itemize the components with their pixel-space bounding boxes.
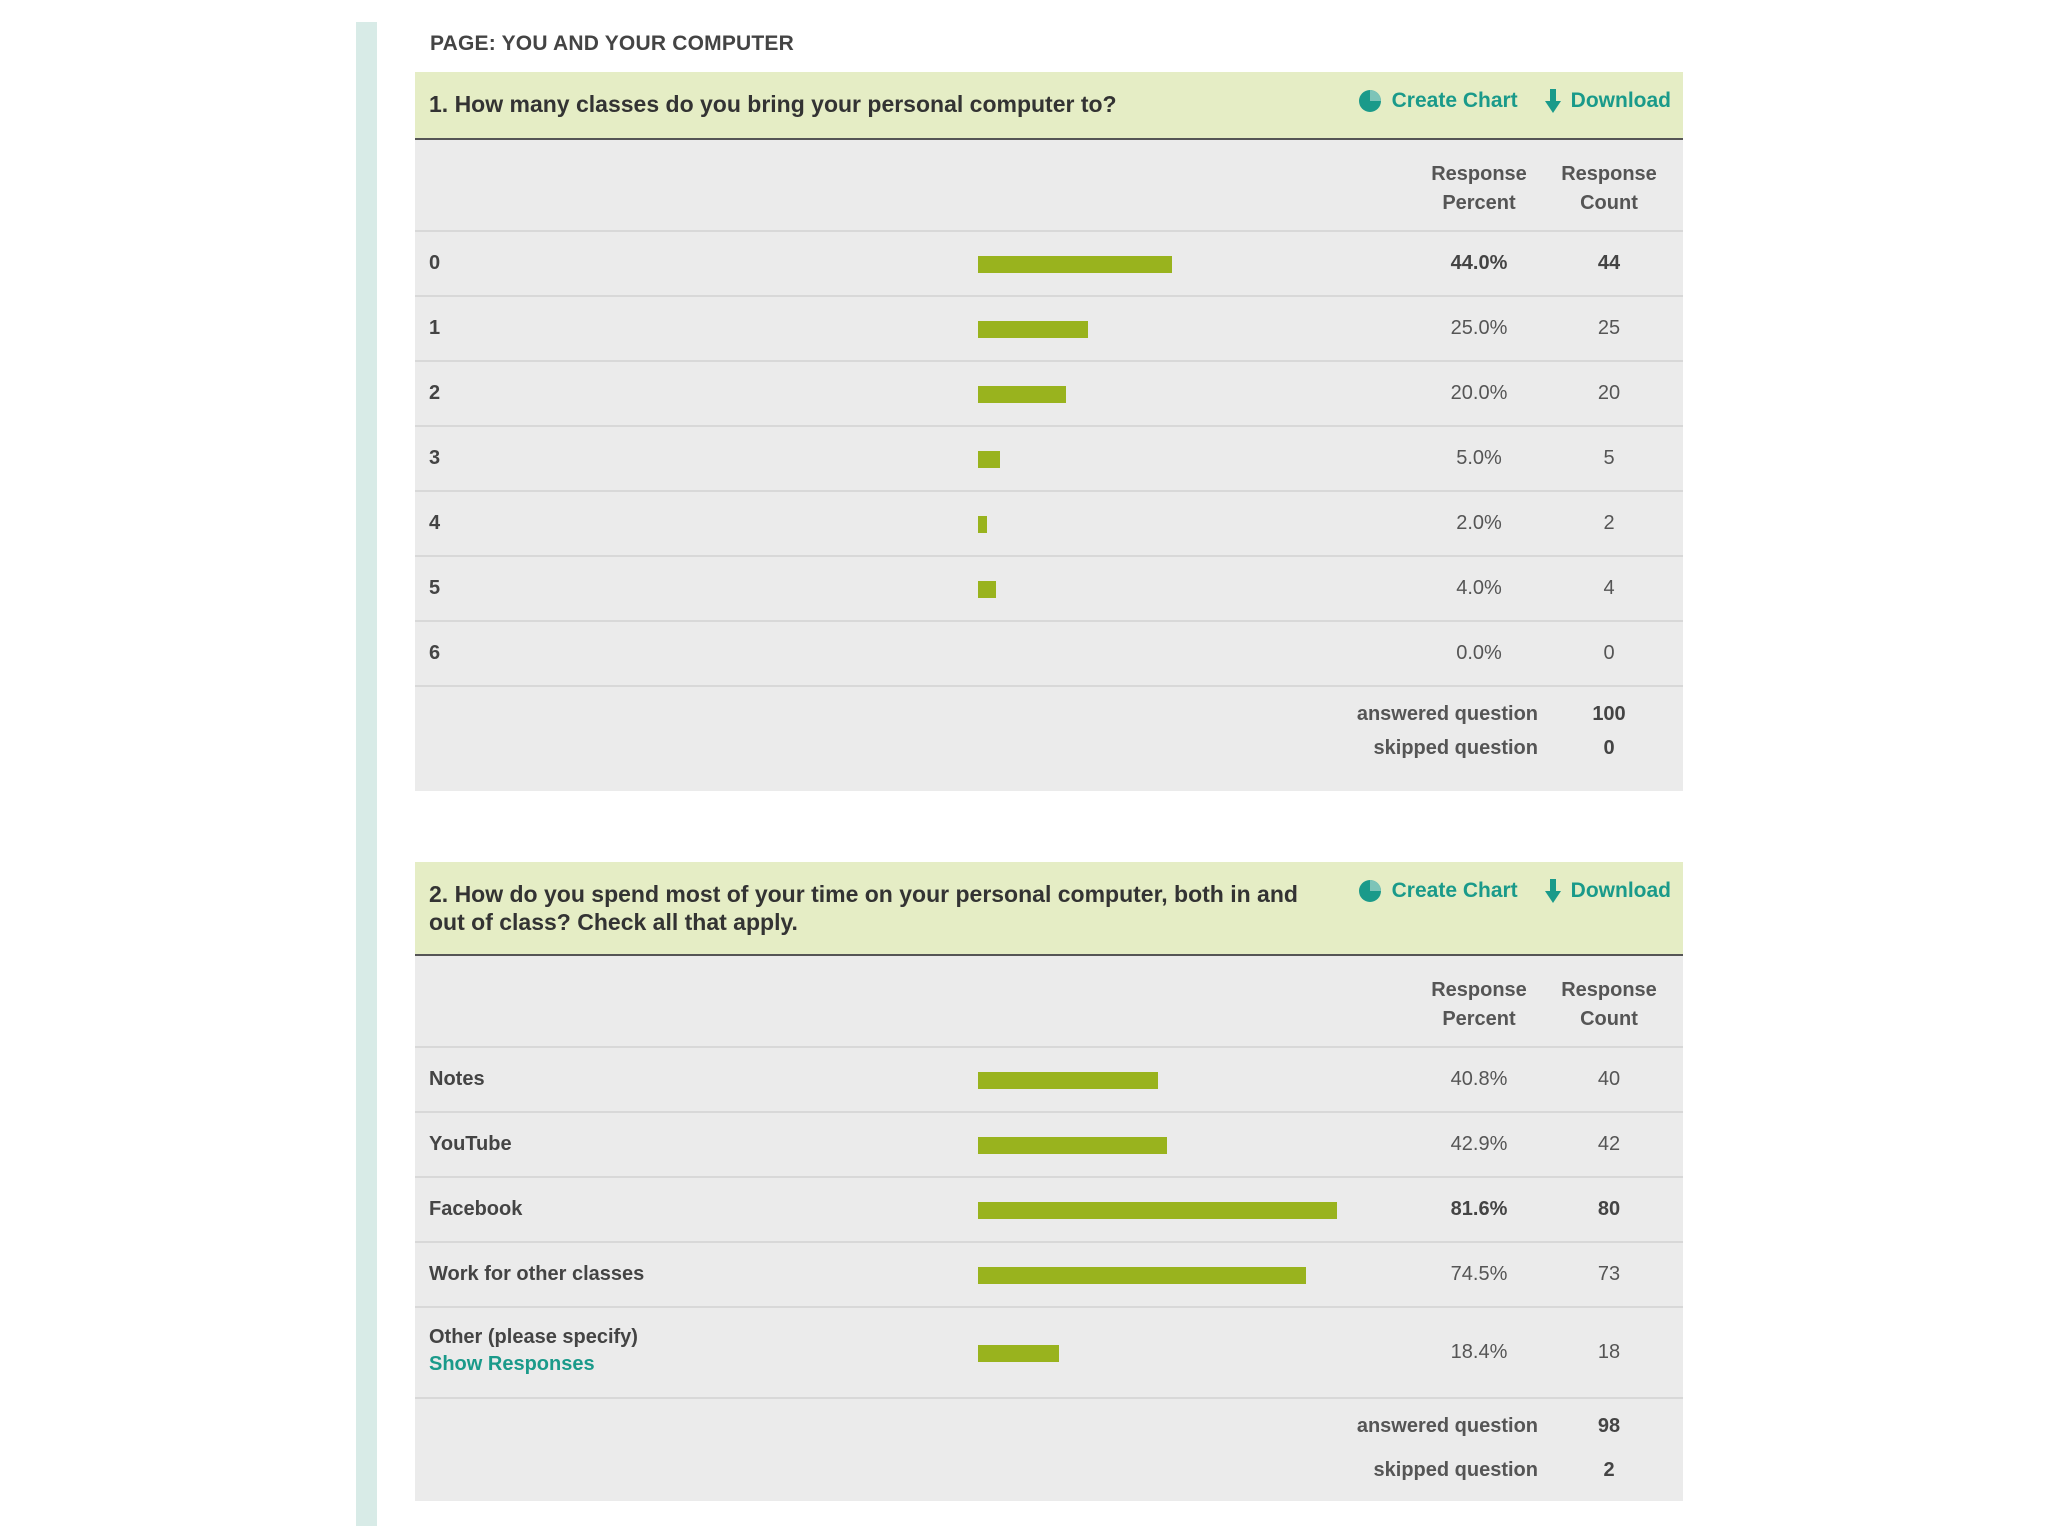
- response-percent: 81.6%: [1450, 1198, 1508, 1220]
- bar-track: [978, 1072, 1418, 1089]
- bar-track: [978, 386, 1418, 403]
- bar-track: [978, 1202, 1418, 1219]
- question-summary: [415, 1405, 1683, 1493]
- answer-label-text: Other (please specify): [429, 1326, 638, 1348]
- download-button[interactable]: [1544, 88, 1671, 114]
- answer-rows: [415, 232, 1683, 687]
- response-percent: 40.8%: [1450, 1068, 1508, 1090]
- answer-label: [429, 1133, 512, 1156]
- download-label: Download: [1570, 879, 1671, 902]
- answer-label: [429, 512, 440, 535]
- response-percent: 0.0%: [1456, 642, 1502, 664]
- response-bar: [978, 581, 996, 598]
- down-arrow-icon: [1544, 88, 1562, 114]
- download-button[interactable]: [1544, 878, 1671, 904]
- response-count: 2: [1603, 512, 1615, 534]
- answered-label: answered question: [1356, 703, 1538, 725]
- down-arrow-icon: [1544, 878, 1562, 904]
- table-row: [415, 492, 1683, 557]
- response-count: 42: [1597, 1133, 1621, 1155]
- create-chart-label: Create Chart: [1391, 879, 1518, 902]
- bar-track: [978, 646, 1418, 663]
- column-headers: [415, 956, 1683, 1048]
- table-row: [415, 1243, 1683, 1308]
- table-row: [415, 1308, 1683, 1399]
- answer-label-text: YouTube: [429, 1133, 512, 1155]
- answered-count: 98: [1597, 1415, 1621, 1437]
- answered-count: 100: [1592, 703, 1626, 725]
- table-row: [415, 1113, 1683, 1178]
- response-count: 18: [1597, 1341, 1621, 1363]
- response-percent: 42.9%: [1450, 1133, 1508, 1155]
- answer-label: [429, 1324, 638, 1378]
- response-count: 25: [1597, 317, 1621, 339]
- table-row: [415, 557, 1683, 622]
- response-percent-header: Response Percent: [1431, 163, 1527, 214]
- response-percent: 5.0%: [1456, 447, 1502, 469]
- answer-label-text: Notes: [429, 1068, 485, 1090]
- answer-label: [429, 382, 440, 405]
- bar-track: [978, 1267, 1418, 1284]
- answer-label-text: Work for other classes: [429, 1263, 645, 1285]
- response-bar: [978, 516, 987, 533]
- answer-label-text: 4: [429, 512, 441, 534]
- table-row: [415, 362, 1683, 427]
- response-bar: [978, 256, 1172, 273]
- response-bar: [978, 1345, 1059, 1362]
- skipped-label: skipped question: [1373, 737, 1538, 759]
- table-row: [415, 297, 1683, 362]
- response-count: 40: [1597, 1068, 1621, 1090]
- response-percent: 4.0%: [1456, 577, 1502, 599]
- bar-track: [978, 581, 1418, 598]
- response-count: 80: [1597, 1198, 1621, 1220]
- answer-label-text: 6: [429, 642, 441, 664]
- response-count: 0: [1603, 642, 1615, 664]
- page-title: PAGE: YOU AND YOUR COMPUTER: [430, 32, 794, 55]
- question-title: 1. How many classes do you bring your personal computer to?: [429, 91, 1117, 117]
- response-bar: [978, 1202, 1337, 1219]
- answer-label: [429, 577, 440, 600]
- response-count: 4: [1603, 577, 1615, 599]
- answer-label: [429, 447, 440, 470]
- skipped-count: 0: [1603, 737, 1615, 759]
- create-chart-button[interactable]: [1357, 878, 1518, 904]
- bar-track: [978, 451, 1418, 468]
- response-count: 44: [1597, 252, 1621, 274]
- answered-line: [415, 1405, 1683, 1449]
- answer-label-text: 5: [429, 577, 441, 599]
- bar-track: [978, 321, 1418, 338]
- response-bar: [978, 386, 1066, 403]
- answer-label-text: 2: [429, 382, 441, 404]
- bar-track: [978, 256, 1418, 273]
- left-side-rule: [356, 22, 377, 1526]
- skipped-line: [415, 1449, 1683, 1493]
- question-actions: [1357, 878, 1671, 904]
- question-header: [415, 862, 1683, 956]
- download-label: Download: [1570, 89, 1671, 112]
- answer-label: [429, 1198, 522, 1221]
- create-chart-label: Create Chart: [1391, 89, 1518, 112]
- table-row: [415, 622, 1683, 687]
- response-percent: 2.0%: [1456, 512, 1502, 534]
- answer-label: [429, 317, 440, 340]
- table-row: [415, 1048, 1683, 1113]
- response-percent: 18.4%: [1450, 1341, 1508, 1363]
- skipped-count: 2: [1603, 1459, 1615, 1481]
- answer-label-text: 3: [429, 447, 441, 469]
- answer-label-text: 1: [429, 317, 441, 339]
- response-bar: [978, 1072, 1158, 1089]
- skipped-line: [415, 727, 1683, 771]
- answer-label-text: 0: [429, 252, 441, 274]
- pie-chart-icon: [1357, 88, 1383, 114]
- question-title: 2. How do you spend most of your time on your personal computer, both in and out of class? Check all that apply.: [429, 881, 1298, 935]
- response-percent: 74.5%: [1450, 1263, 1508, 1285]
- response-count-header: Response Count: [1561, 163, 1657, 214]
- response-bar: [978, 1137, 1167, 1154]
- response-bar: [978, 1267, 1306, 1284]
- column-headers: [415, 140, 1683, 232]
- response-percent: 25.0%: [1450, 317, 1508, 339]
- question-1-panel: [415, 72, 1683, 791]
- response-count: 5: [1603, 447, 1615, 469]
- pie-chart-icon: [1357, 878, 1383, 904]
- question-actions: [1357, 88, 1671, 114]
- response-count-header: Response Count: [1561, 979, 1657, 1030]
- answer-label-text: Facebook: [429, 1198, 523, 1220]
- answer-rows: [415, 1048, 1683, 1399]
- bar-track: [978, 516, 1418, 533]
- answered-label: answered question: [1356, 1415, 1538, 1437]
- table-row: [415, 427, 1683, 492]
- table-row: [415, 232, 1683, 297]
- answer-label: [429, 1068, 485, 1091]
- create-chart-button[interactable]: [1357, 88, 1518, 114]
- question-header: [415, 72, 1683, 140]
- response-count: 73: [1597, 1263, 1621, 1285]
- answer-label: [429, 642, 440, 665]
- response-percent: 20.0%: [1450, 382, 1508, 404]
- answer-label: [429, 252, 440, 275]
- question-2-panel: [415, 862, 1683, 1501]
- skipped-label: skipped question: [1373, 1459, 1538, 1481]
- question-summary: [415, 693, 1683, 771]
- show-responses-link[interactable]: Show Responses: [429, 1353, 595, 1375]
- table-row: [415, 1178, 1683, 1243]
- response-percent-header: Response Percent: [1431, 979, 1527, 1030]
- response-bar: [978, 451, 1000, 468]
- response-percent: 44.0%: [1450, 252, 1508, 274]
- bar-track: [978, 1137, 1418, 1154]
- response-bar: [978, 321, 1088, 338]
- bar-track: [978, 1345, 1418, 1362]
- response-count: 20: [1597, 382, 1621, 404]
- answer-label: [429, 1263, 644, 1286]
